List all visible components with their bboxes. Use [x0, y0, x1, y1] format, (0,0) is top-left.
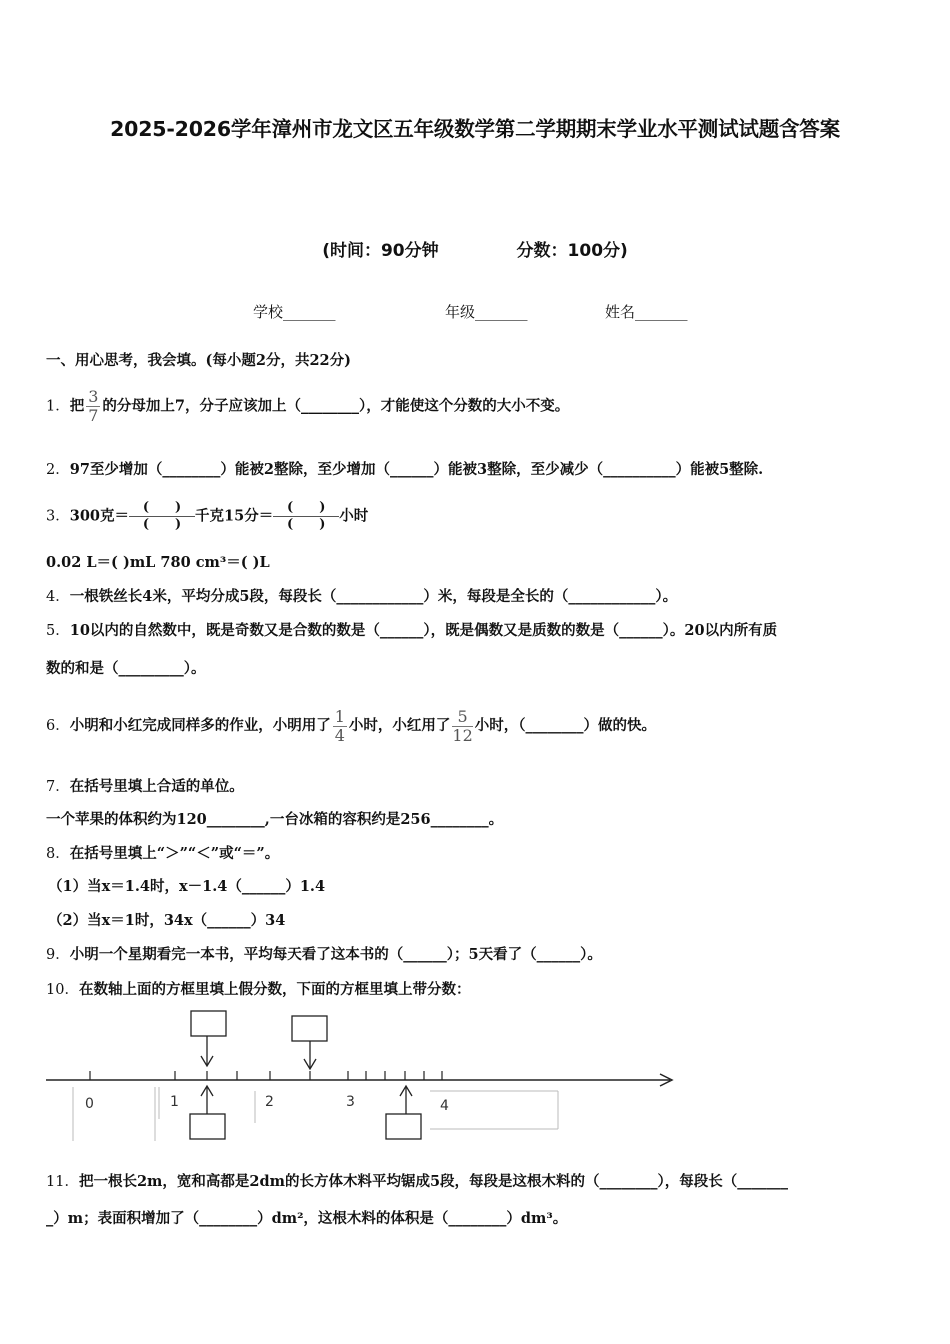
- question-3b: 0.02 L＝( )mL 780 cm³＝( )L: [46, 554, 270, 571]
- axis-label-3: 3: [346, 1094, 355, 1110]
- question-number: 5．: [46, 623, 70, 639]
- page-title: 2025-2026学年漳州市龙文区五年级数学第二学期期末学业水平测试试题含答案: [110, 117, 840, 141]
- blank-denominator: ( ): [287, 517, 326, 532]
- question-8-sub1: （1）当x＝1.4时，x－1.4（______）1.4: [48, 878, 326, 895]
- tick-marks: [90, 1071, 442, 1080]
- question-text: 小时，（________）做的快。: [474, 717, 657, 734]
- question-8: [46, 844, 279, 864]
- question-text: 小明一个星期看完一本书，平均每天看了这本书的（______）；5天看了（______）。: [69, 946, 602, 963]
- question-text: 300克＝: [69, 507, 130, 525]
- question-number: 2．: [46, 462, 70, 478]
- question-text: 在括号里填上“＞”“＜”或“＝”。: [69, 845, 280, 862]
- blank-fraction[interactable]: [273, 500, 339, 533]
- fraction-numerator: 1: [334, 706, 345, 726]
- question-number: 3．: [46, 508, 70, 525]
- question-text: 小时: [339, 507, 369, 525]
- question-4: [46, 587, 677, 607]
- question-text: 把一根长2m，宽和高都是2dm的长方体木料平均锯成5段，每段是这根木料的（________），每段长（_______: [78, 1173, 789, 1190]
- answer-box-bottom[interactable]: [190, 1114, 225, 1139]
- question-number: 7．: [46, 779, 70, 795]
- scan-frame: [73, 1087, 558, 1141]
- axis-label-4: 4: [440, 1098, 449, 1114]
- question-9: [46, 945, 602, 965]
- question-7: [46, 777, 244, 797]
- blank-numerator: ( ): [273, 500, 339, 517]
- blank-numerator: ( ): [129, 500, 195, 517]
- exam-score: 分数：100分): [516, 241, 628, 261]
- question-text: 的分母加上7，分子应该加上（________），才能使这个分数的大小不变。: [102, 397, 570, 415]
- question-text: 在括号里填上合适的单位。: [69, 778, 244, 795]
- question-11-cont: _）m；表面积增加了（________）dm²，这根木料的体积是（________）dm³。: [46, 1210, 568, 1227]
- fraction-denominator: 12: [452, 725, 473, 745]
- answer-box-top[interactable]: [292, 1016, 327, 1041]
- fraction-numerator: 3: [88, 387, 99, 406]
- question-number: 4．: [46, 589, 70, 605]
- fraction: [333, 708, 347, 745]
- question-2: [46, 460, 763, 480]
- answer-box-top[interactable]: [191, 1011, 226, 1036]
- question-text: 把: [69, 397, 85, 415]
- fraction: [86, 388, 100, 425]
- question-text: 一根铁丝长4米，平均分成5段，每段长（____________）米，每段是全长的（____________）。: [69, 588, 678, 605]
- question-number: 1．: [46, 398, 70, 415]
- question-11: [46, 1172, 788, 1192]
- axis-label-1: 1: [170, 1094, 179, 1110]
- exam-time: (时间：90分钟: [322, 241, 439, 261]
- number-line-figure: [40, 1005, 690, 1145]
- fraction-denominator: 7: [88, 406, 99, 425]
- fraction-numerator: 5: [452, 708, 472, 727]
- question-8-sub2: （2）当x＝1时，34x（______）34: [48, 912, 286, 929]
- question-text: 97至少增加（________）能被2整除，至少增加（______）能被3整除，至少减少（__________）能被5整除.: [69, 461, 764, 478]
- question-text: 小明和小红完成同样多的作业，小明用了: [69, 717, 331, 734]
- question-number: 8．: [46, 846, 70, 862]
- question-number: 6．: [46, 718, 70, 734]
- question-3: [46, 500, 368, 533]
- question-text: 小时，小红用了: [348, 717, 451, 734]
- blank-denominator: ( ): [142, 517, 182, 532]
- question-text: 千克15分＝: [195, 507, 274, 525]
- exam-meta: [0, 236, 950, 261]
- question-number: 9．: [46, 947, 70, 963]
- question-6: [46, 700, 656, 752]
- answer-box-bottom[interactable]: [386, 1114, 421, 1139]
- question-10: [46, 980, 470, 1000]
- question-7-cont: 一个苹果的体积约为120________,一台冰箱的容积约是256________。: [46, 811, 504, 828]
- axis-label-0: 0: [85, 1096, 94, 1112]
- question-text: 10以内的自然数中，既是奇数又是合数的数是（______），既是偶数又是质数的数是（______）。20以内所有质: [69, 622, 778, 639]
- question-text: 在数轴上面的方框里填上假分数，下面的方框里填上带分数：: [78, 981, 471, 998]
- question-1: [46, 388, 569, 425]
- axis-label-2: 2: [265, 1094, 274, 1110]
- name-field[interactable]: 姓名_______: [605, 303, 688, 321]
- grade-field[interactable]: 年级_______: [445, 303, 528, 321]
- question-5: [46, 621, 777, 641]
- question-number: 11．: [46, 1174, 79, 1190]
- fraction-denominator: 4: [334, 725, 345, 745]
- question-number: 10．: [46, 982, 79, 998]
- section-heading: 一、用心思考，我会填。(每小题2分，共22分): [46, 352, 351, 369]
- question-5-cont: 数的和是（_________）。: [46, 660, 206, 677]
- blank-fraction[interactable]: [129, 500, 195, 533]
- school-field[interactable]: 学校_______: [253, 303, 336, 321]
- fraction: [452, 708, 472, 745]
